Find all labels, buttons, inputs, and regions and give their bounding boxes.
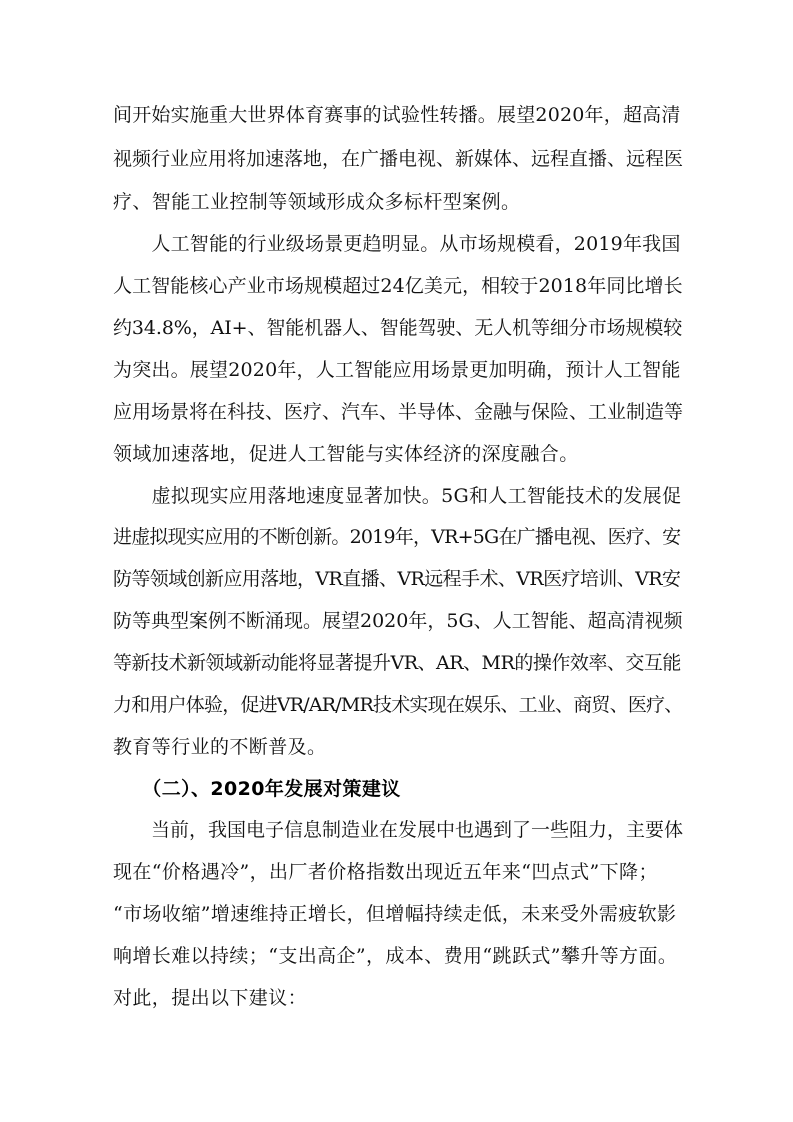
text-line: 间开始实施重大世界体育赛事的试验性转播。展望2020年，超高清 bbox=[113, 104, 681, 126]
text-line: 力和用户体验，促进VR/AR/MR技术实现在娱乐、工业、商贸、医疗、 bbox=[113, 694, 683, 716]
text-line: 虚拟现实应用落地速度显著加快。5G和人工智能技术的发展促 bbox=[113, 485, 682, 507]
text-line: 响增长难以持续；“支出高企”，成本、费用“跳跃式”攀升等方面。 bbox=[113, 945, 678, 967]
text-line: 等新技术新领域新动能将显著提升VR、AR、MR的操作效率、交互能 bbox=[113, 652, 681, 674]
text-line: 视频行业应用将加速落地，在广播电视、新媒体、远程直播、远程医 bbox=[113, 148, 684, 170]
text-line: 当前，我国电子信息制造业在发展中也遇到了一些阻力，主要体 bbox=[113, 819, 684, 841]
text-line: 教育等行业的不断普及。 bbox=[113, 736, 327, 758]
text-line: 领域加速落地，促进人工智能与实体经济的深度融合。 bbox=[113, 443, 579, 465]
text-line: 应用场景将在科技、医疗、汽车、半导体、金融与保险、工业制造等 bbox=[113, 401, 684, 423]
text-line: 人工智能核心产业市场规模超过24亿美元，相较于2018年同比增长 bbox=[113, 275, 683, 297]
text-line: 为突出。展望2020年，人工智能应用场景更加明确，预计人工智能 bbox=[113, 359, 681, 381]
text-line: 现在“价格遇冷”，出厂者价格指数出现近五年来“凹点式”下降； bbox=[113, 861, 658, 883]
text-line: “市场收缩”增速维持正增长，但增幅持续走低，未来受外需疲软影 bbox=[113, 903, 677, 925]
text-line: 约34.8%，AI+、智能机器人、智能驾驶、无人机等细分市场规模较 bbox=[113, 317, 683, 339]
text-line: 对此，提出以下建议： bbox=[113, 987, 308, 1009]
text-line: 进虚拟现实应用的不断创新。2019年，VR+5G在广播电视、医疗、安 bbox=[113, 526, 681, 548]
text-line: 疗、智能工业控制等领域形成众多标杆型案例。 bbox=[113, 191, 521, 213]
text-line: 防等典型案例不断涌现。展望2020年，5G、人工智能、超高清视频 bbox=[113, 610, 683, 632]
text-line: 防等领域创新应用落地，VR直播、VR远程手术、VR医疗培训、VR安 bbox=[113, 568, 681, 590]
text-line: 人工智能的行业级场景更趋明显。从市场规模看，2019年我国 bbox=[113, 233, 681, 255]
section-heading: （二）、2020年发展对策建议 bbox=[113, 778, 401, 800]
